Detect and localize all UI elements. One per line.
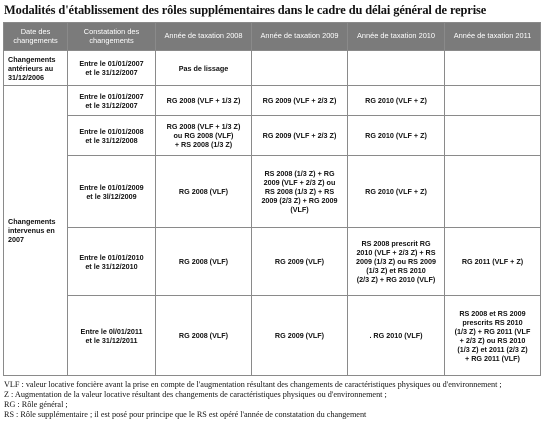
table-row — [4, 296, 541, 376]
table-cell: Entre le 01/01/2010 et le 31/12/2010 — [68, 228, 156, 296]
group-label-2007: Changements intervenus en 2007 — [4, 86, 68, 376]
table-row — [4, 51, 541, 86]
document-title: Modalités d'établissement des rôles supplémentaires dans le cadre du délai général de reprise — [4, 3, 487, 17]
table-cell: Entre le 01/01/2007 et le 31/12/2007 — [68, 86, 156, 116]
table-cell: Pas de lissage — [156, 51, 252, 86]
footnote-z: Z : Augmentation de la valeur locative résultant des changements de caractéristiques physiques ou d'environnement ; — [4, 390, 387, 399]
group-label-before-2006: Changements antérieurs au 31/12/2006 — [4, 51, 68, 86]
header-date: Date des changements — [4, 23, 68, 51]
table-cell — [445, 51, 541, 86]
table-cell: Entre le 01/01/2007 et le 31/12/2007 — [68, 51, 156, 86]
table-cell: RS 2008 (1/3 Z) + RG 2009 (VLF + 2/3 Z) ou RS 2008 (1/3 Z) + RS 2009 (2/3 Z) + RG 2009 (VLF) — [252, 156, 348, 228]
table-cell: . RG 2010 (VLF) — [348, 296, 445, 376]
table-cell: RG 2011 (VLF + Z) — [445, 228, 541, 296]
table-row — [4, 156, 541, 228]
table-cell: RG 2010 (VLF + Z) — [348, 86, 445, 116]
table-cell: RG 2009 (VLF + 2/3 Z) — [252, 116, 348, 156]
header-year-2010: Année de taxation 2010 — [348, 23, 445, 51]
taxation-table — [3, 22, 541, 376]
table-row — [4, 116, 541, 156]
table-cell: RG 2008 (VLF + 1/3 Z) — [156, 86, 252, 116]
table-cell: RG 2008 (VLF + 1/3 Z) ou RG 2008 (VLF) + RS 2008 (1/3 Z) — [156, 116, 252, 156]
table-cell: Entre le 0l/01/2011 et le 31/12/2011 — [68, 296, 156, 376]
table-cell: RS 2008 et RS 2009 prescrits RS 2010 (1/3 Z) + RG 2011 (VLF + 2/3 Z) ou RS 2010 (1/3 Z) et 2011 (2/3 Z) + RG 2011 (VLF) — [445, 296, 541, 376]
table-cell — [445, 156, 541, 228]
table-cell: RS 2008 prescrit RG 2010 (VLF + 2/3 Z) + RS 2009 (1/3 Z) ou RS 2009 (1/3 Z) et RS 2010 (2/3 Z) + RG 2010 (VLF) — [348, 228, 445, 296]
table-cell: RG 2009 (VLF) — [252, 228, 348, 296]
header-year-2009: Année de taxation 2009 — [252, 23, 348, 51]
table-cell: RG 2010 (VLF + Z) — [348, 116, 445, 156]
table-cell — [445, 86, 541, 116]
table-cell: RG 2008 (VLF) — [156, 296, 252, 376]
table-cell: RG 2009 (VLF + 2/3 Z) — [252, 86, 348, 116]
table-cell: RG 2010 (VLF + Z) — [348, 156, 445, 228]
table-cell — [252, 51, 348, 86]
table-cell: Entre le 01/01/2009 et le 3l/12/2009 — [68, 156, 156, 228]
footnote-rs: RS : Rôle supplémentaire ; il est posé pour principe que le RS est opéré l'année de constatation du changement — [4, 410, 367, 419]
table-row — [4, 86, 541, 116]
table-cell: Entre le 01/01/2008 et le 31/12/2008 — [68, 116, 156, 156]
table-cell: RG 2008 (VLF) — [156, 228, 252, 296]
header-constatation: Constatation des changements — [68, 23, 156, 51]
table-row — [4, 228, 541, 296]
footnote-rg: RG : Rôle général ; — [4, 400, 68, 409]
table-cell — [445, 116, 541, 156]
header-year-2011: Année de taxation 2011 — [445, 23, 541, 51]
footnote-vlf: VLF : valeur locative foncière avant la prise en compte de l'augmentation résultant des changements de caractéristiques physiques ou d'environnement ; — [4, 380, 502, 389]
table-cell — [348, 51, 445, 86]
table-cell: RG 2008 (VLF) — [156, 156, 252, 228]
header-year-2008: Année de taxation 2008 — [156, 23, 252, 51]
table-cell: RG 2009 (VLF) — [252, 296, 348, 376]
header-row — [4, 23, 541, 51]
footnotes — [4, 380, 538, 420]
